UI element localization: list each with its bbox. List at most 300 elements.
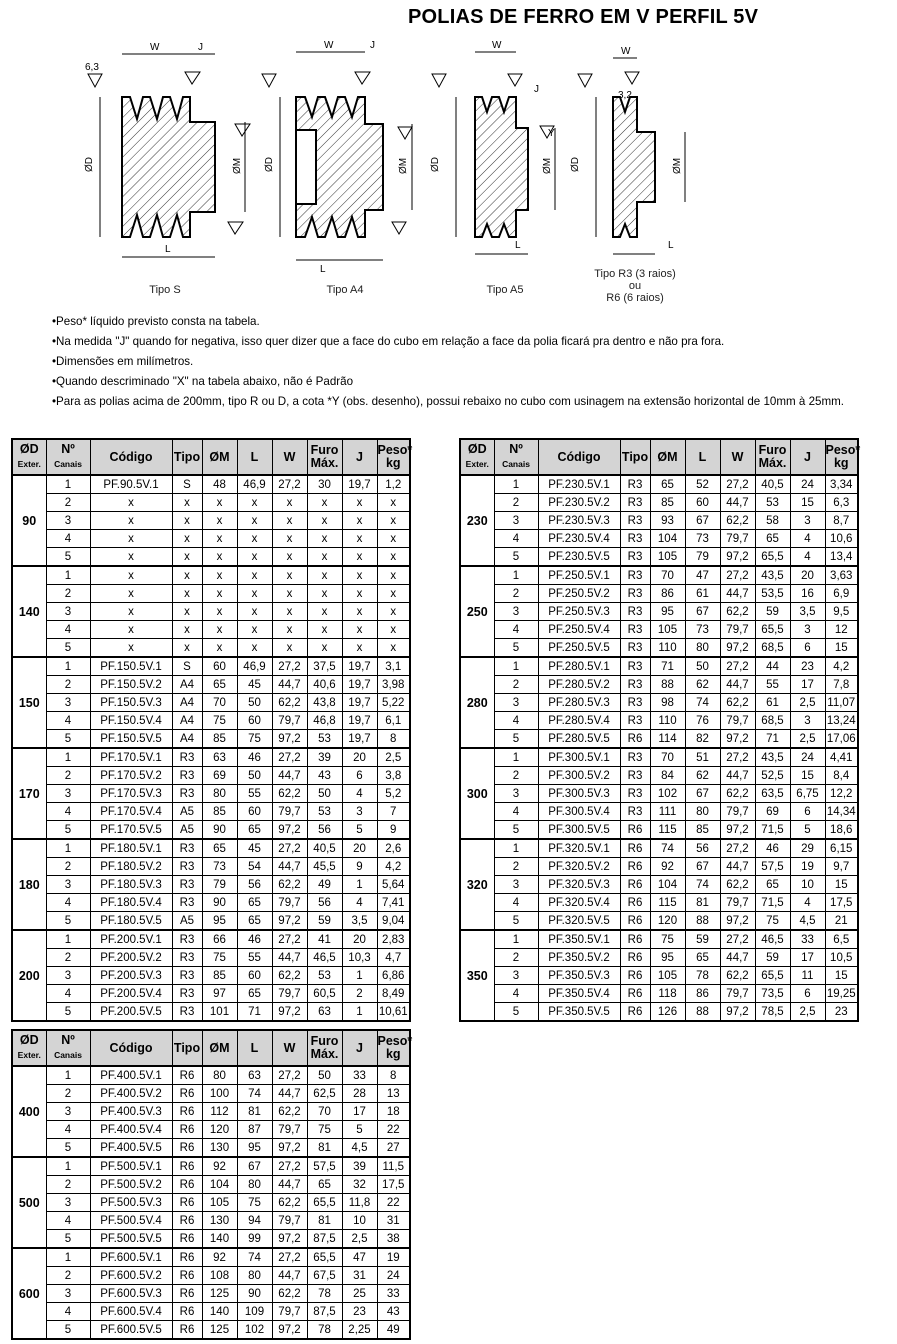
cell-tipo: R3 <box>620 603 650 621</box>
cell-tipo: R3 <box>620 621 650 639</box>
cell-diameter: 500 <box>12 1157 46 1248</box>
cell-codigo: PF.180.5V.3 <box>90 876 172 894</box>
table-row <box>12 821 410 840</box>
cell-l: 73 <box>685 530 720 548</box>
cell-m: 65 <box>202 676 237 694</box>
cell-codigo: x <box>90 494 172 512</box>
cell-w: 97,2 <box>720 548 755 567</box>
cell-peso: 5,22 <box>377 694 410 712</box>
cell-furo: 44 <box>755 657 790 676</box>
cell-furo: 39 <box>307 748 342 767</box>
cell-tipo: R3 <box>172 894 202 912</box>
cell-tipo: A4 <box>172 694 202 712</box>
cell-m: 104 <box>650 876 685 894</box>
cell-m: 130 <box>202 1212 237 1230</box>
header-diameter-sub: Exter. <box>17 459 41 469</box>
header-j: J <box>790 439 825 475</box>
header-w: W <box>272 439 307 475</box>
cell-peso: 5,2 <box>377 785 410 803</box>
cell-tipo: x <box>172 548 202 567</box>
cell-l: 80 <box>237 1267 272 1285</box>
cell-j: 10 <box>790 876 825 894</box>
cell-l: 67 <box>685 858 720 876</box>
cell-codigo: PF.250.5V.2 <box>538 585 620 603</box>
cell-furo: 43 <box>307 767 342 785</box>
cell-channels: 2 <box>494 858 538 876</box>
cell-furo: 68,5 <box>755 639 790 658</box>
cell-m: 126 <box>650 1003 685 1022</box>
cell-furo: 67,5 <box>307 1267 342 1285</box>
diameter-group <box>460 657 858 748</box>
cell-furo: 65 <box>755 530 790 548</box>
cell-j: 19,7 <box>342 730 377 749</box>
cell-w: 79,7 <box>272 1212 307 1230</box>
cell-furo: 63,5 <box>755 785 790 803</box>
cell-channels: 5 <box>494 912 538 931</box>
cell-m: 104 <box>650 530 685 548</box>
cell-furo: 60,5 <box>307 985 342 1003</box>
header-l: L <box>237 1030 272 1066</box>
table-row <box>460 785 858 803</box>
cell-tipo: x <box>172 566 202 585</box>
cell-peso: 13,24 <box>825 712 858 730</box>
cell-codigo: PF.400.5V.1 <box>90 1066 172 1085</box>
cell-l: 61 <box>685 585 720 603</box>
cell-tipo: R6 <box>172 1139 202 1158</box>
cell-tipo: R6 <box>620 839 650 858</box>
cell-m: 104 <box>202 1176 237 1194</box>
cell-furo: x <box>307 639 342 658</box>
cell-tipo: x <box>172 494 202 512</box>
cell-peso: 6,9 <box>825 585 858 603</box>
cell-l: 60 <box>685 494 720 512</box>
cell-furo: 58 <box>755 512 790 530</box>
cell-peso: 15 <box>825 967 858 985</box>
cell-codigo: x <box>90 585 172 603</box>
cell-m: 85 <box>202 803 237 821</box>
cell-channels: 4 <box>46 621 90 639</box>
cell-codigo: PF.280.5V.4 <box>538 712 620 730</box>
cell-tipo: R6 <box>172 1066 202 1085</box>
cell-codigo: PF.150.5V.4 <box>90 712 172 730</box>
cell-channels: 3 <box>46 967 90 985</box>
cell-channels: 4 <box>494 803 538 821</box>
header-furo-sub: Máx. <box>310 1047 339 1061</box>
cell-peso: 6,15 <box>825 839 858 858</box>
cell-codigo: PF.280.5V.2 <box>538 676 620 694</box>
cell-peso: 43 <box>377 1303 410 1321</box>
cell-channels: 5 <box>494 1003 538 1022</box>
cell-furo: x <box>307 621 342 639</box>
cell-furo: 78 <box>307 1285 342 1303</box>
dim-w-r: W <box>621 46 631 57</box>
caption-tipo-r <box>580 268 690 304</box>
header-m: ØM <box>202 439 237 475</box>
cell-channels: 1 <box>494 930 538 949</box>
cell-furo: 43,5 <box>755 748 790 767</box>
cell-tipo: R6 <box>172 1103 202 1121</box>
cell-tipo: R3 <box>620 657 650 676</box>
dim-d-a5: ØD <box>430 157 441 172</box>
cell-m: 92 <box>202 1248 237 1267</box>
cell-m: 140 <box>202 1230 237 1249</box>
header-j: J <box>342 1030 377 1066</box>
cell-m: 110 <box>650 712 685 730</box>
cell-l: 102 <box>237 1321 272 1340</box>
cell-tipo: S <box>172 475 202 494</box>
header-channels <box>494 439 538 475</box>
dim-l-a4: L <box>320 264 326 275</box>
table-row <box>12 985 410 1003</box>
caption-ou: ou <box>628 280 642 292</box>
cell-peso: 3,8 <box>377 767 410 785</box>
cell-furo: 53 <box>755 494 790 512</box>
cell-l: 50 <box>237 694 272 712</box>
table-row <box>12 785 410 803</box>
cell-j: 23 <box>790 657 825 676</box>
table-row <box>12 530 410 548</box>
cell-l: x <box>237 548 272 567</box>
cell-m: 130 <box>202 1139 237 1158</box>
cell-j: 4 <box>790 548 825 567</box>
cell-peso: 4,41 <box>825 748 858 767</box>
cell-furo: 56 <box>307 821 342 840</box>
cell-l: x <box>237 530 272 548</box>
table-row <box>12 639 410 658</box>
header-peso-main: Peso* <box>825 443 861 457</box>
cell-w: 62,2 <box>272 1103 307 1121</box>
cell-furo: x <box>307 548 342 567</box>
table-row <box>12 803 410 821</box>
cell-codigo: PF.170.5V.5 <box>90 821 172 840</box>
cell-peso: 5,64 <box>377 876 410 894</box>
cell-codigo: PF.250.5V.5 <box>538 639 620 658</box>
table-row <box>12 548 410 567</box>
cell-furo: x <box>307 530 342 548</box>
cell-w: 27,2 <box>720 748 755 767</box>
cell-w: 97,2 <box>720 730 755 749</box>
cell-channels: 3 <box>494 694 538 712</box>
cell-furo: 75 <box>307 1121 342 1139</box>
cell-codigo: PF.500.5V.2 <box>90 1176 172 1194</box>
cell-peso: 3,63 <box>825 566 858 585</box>
cell-l: 65 <box>237 894 272 912</box>
cell-w: 44,7 <box>720 676 755 694</box>
cell-channels: 2 <box>46 1267 90 1285</box>
cell-peso: 14,34 <box>825 803 858 821</box>
cell-j: 16 <box>790 585 825 603</box>
cell-peso: x <box>377 530 410 548</box>
header-diameter-main: ØD <box>467 442 487 456</box>
header-l: L <box>685 439 720 475</box>
page-title: POLIAS DE FERRO EM V PERFIL 5V <box>408 6 759 28</box>
cell-codigo: PF.280.5V.1 <box>538 657 620 676</box>
cell-channels: 5 <box>494 821 538 840</box>
cell-furo: 59 <box>307 912 342 931</box>
cell-diameter: 320 <box>460 839 494 930</box>
cell-m: 105 <box>202 1194 237 1212</box>
cell-codigo: PF.170.5V.4 <box>90 803 172 821</box>
table-row <box>12 1321 410 1340</box>
cell-tipo: R6 <box>620 876 650 894</box>
cell-furo: 65,5 <box>307 1194 342 1212</box>
cell-j: 4 <box>342 894 377 912</box>
cell-tipo: R6 <box>620 985 650 1003</box>
cell-j: 15 <box>790 494 825 512</box>
cell-tipo: R3 <box>620 475 650 494</box>
cell-m: x <box>202 548 237 567</box>
cell-j: 19,7 <box>342 657 377 676</box>
cell-furo: x <box>307 494 342 512</box>
cell-m: x <box>202 603 237 621</box>
cell-furo: 78,5 <box>755 1003 790 1022</box>
cell-peso: 6,5 <box>825 930 858 949</box>
cell-j: 10,3 <box>342 949 377 967</box>
cell-peso: 4,2 <box>825 657 858 676</box>
diameter-group <box>12 566 410 657</box>
cell-channels: 1 <box>494 566 538 585</box>
cell-l: 67 <box>237 1157 272 1176</box>
cell-codigo: PF.280.5V.3 <box>538 694 620 712</box>
cell-w: 97,2 <box>272 1230 307 1249</box>
cell-l: 60 <box>237 712 272 730</box>
table-row <box>460 876 858 894</box>
cell-diameter: 150 <box>12 657 46 748</box>
cell-w: 27,2 <box>272 748 307 767</box>
cell-tipo: R3 <box>620 785 650 803</box>
cell-j: 4 <box>342 785 377 803</box>
cell-w: 44,7 <box>272 858 307 876</box>
table-row <box>460 585 858 603</box>
cell-w: 62,2 <box>272 876 307 894</box>
dim-l-a5: L <box>515 240 521 251</box>
cell-tipo: R3 <box>172 985 202 1003</box>
header-channels-main: Nº <box>61 442 75 456</box>
cell-peso: 8,4 <box>825 767 858 785</box>
pulley-table <box>11 1029 411 1340</box>
table-row <box>12 1139 410 1158</box>
cell-m: 71 <box>650 657 685 676</box>
cell-l: 80 <box>685 639 720 658</box>
cell-w: 44,7 <box>272 767 307 785</box>
cell-furo: 46,8 <box>307 712 342 730</box>
cell-l: x <box>237 585 272 603</box>
cell-tipo: R3 <box>172 1003 202 1022</box>
cell-m: x <box>202 639 237 658</box>
cell-furo: x <box>307 566 342 585</box>
cell-tipo: x <box>172 639 202 658</box>
cell-tipo: R3 <box>620 712 650 730</box>
cell-peso: x <box>377 566 410 585</box>
cell-furo: 62,5 <box>307 1085 342 1103</box>
header-diameter-main: ØD <box>19 1033 39 1047</box>
cell-l: 46 <box>237 748 272 767</box>
cell-codigo: PF.350.5V.5 <box>538 1003 620 1022</box>
cell-l: 90 <box>237 1285 272 1303</box>
cell-tipo: R6 <box>620 858 650 876</box>
cell-l: 54 <box>237 858 272 876</box>
dim-w-s: W <box>150 42 160 53</box>
cell-w: 79,7 <box>720 985 755 1003</box>
cell-peso: 7,41 <box>377 894 410 912</box>
cell-m: x <box>202 621 237 639</box>
cell-tipo: R3 <box>172 767 202 785</box>
cell-codigo: PF.500.5V.5 <box>90 1230 172 1249</box>
cell-peso: 4,7 <box>377 949 410 967</box>
cell-furo: 65,5 <box>755 621 790 639</box>
cell-tipo: R3 <box>172 967 202 985</box>
cell-codigo: PF.300.5V.2 <box>538 767 620 785</box>
cell-codigo: PF.320.5V.2 <box>538 858 620 876</box>
cell-m: 105 <box>650 967 685 985</box>
cell-w: 62,2 <box>720 967 755 985</box>
cell-codigo: PF.300.5V.4 <box>538 803 620 821</box>
cell-m: 125 <box>202 1285 237 1303</box>
table-row <box>460 1003 858 1022</box>
table-row <box>460 949 858 967</box>
cell-j: 17 <box>342 1103 377 1121</box>
cell-peso: 17,5 <box>377 1176 410 1194</box>
cell-peso: 18,6 <box>825 821 858 840</box>
cell-peso: 22 <box>377 1194 410 1212</box>
cell-tipo: R6 <box>172 1176 202 1194</box>
cell-peso: 33 <box>377 1285 410 1303</box>
cell-codigo: PF.400.5V.2 <box>90 1085 172 1103</box>
cell-w: 62,2 <box>720 694 755 712</box>
cell-codigo: PF.500.5V.4 <box>90 1212 172 1230</box>
cell-furo: 71 <box>755 730 790 749</box>
cell-codigo: PF.350.5V.1 <box>538 930 620 949</box>
cell-l: 88 <box>685 912 720 931</box>
cell-w: 79,7 <box>272 985 307 1003</box>
table-row <box>12 512 410 530</box>
header-diameter-main: ØD <box>19 442 39 456</box>
cell-l: 56 <box>685 839 720 858</box>
cell-codigo: PF.250.5V.1 <box>538 566 620 585</box>
cell-channels: 3 <box>46 603 90 621</box>
table-row <box>460 548 858 567</box>
cell-tipo: R6 <box>620 894 650 912</box>
cell-m: 110 <box>650 639 685 658</box>
table-row <box>12 767 410 785</box>
cell-m: x <box>202 530 237 548</box>
diameter-group <box>460 930 858 1021</box>
cell-channels: 5 <box>46 1003 90 1022</box>
cell-codigo: x <box>90 621 172 639</box>
header-peso <box>825 439 861 475</box>
cell-codigo: PF.230.5V.5 <box>538 548 620 567</box>
cell-l: x <box>237 603 272 621</box>
table-row <box>12 1194 410 1212</box>
cell-tipo: x <box>172 603 202 621</box>
cell-l: 80 <box>685 803 720 821</box>
cell-j: 3 <box>342 803 377 821</box>
cell-j: 32 <box>342 1176 377 1194</box>
header-codigo: Código <box>538 439 620 475</box>
cell-furo: 43,8 <box>307 694 342 712</box>
cell-j: x <box>342 639 377 658</box>
cell-codigo: PF.230.5V.3 <box>538 512 620 530</box>
cell-w: 79,7 <box>272 1121 307 1139</box>
cell-j: x <box>342 566 377 585</box>
note-item: •Dimensões em milímetros. <box>52 355 194 368</box>
table-row <box>12 712 410 730</box>
table-row <box>12 949 410 967</box>
cell-channels: 2 <box>46 1085 90 1103</box>
cell-peso: 3,1 <box>377 657 410 676</box>
cell-channels: 3 <box>494 876 538 894</box>
cell-w: 27,2 <box>720 839 755 858</box>
cell-furo: 87,5 <box>307 1303 342 1321</box>
header-peso-main: Peso* <box>377 443 413 457</box>
table-row <box>460 803 858 821</box>
cell-channels: 3 <box>46 512 90 530</box>
cell-peso: 23 <box>825 1003 858 1022</box>
cell-tipo: R3 <box>620 530 650 548</box>
cell-peso: 17,06 <box>825 730 858 749</box>
cell-channels: 1 <box>494 657 538 676</box>
cell-peso: 2,5 <box>377 748 410 767</box>
cell-codigo: PF.170.5V.3 <box>90 785 172 803</box>
cell-m: 85 <box>202 967 237 985</box>
cell-l: 74 <box>237 1085 272 1103</box>
cell-l: 65 <box>237 985 272 1003</box>
cell-m: 73 <box>202 858 237 876</box>
cell-tipo: R3 <box>620 676 650 694</box>
cell-channels: 2 <box>46 767 90 785</box>
cell-furo: 63 <box>307 1003 342 1022</box>
cell-channels: 3 <box>494 512 538 530</box>
cell-w: 44,7 <box>272 676 307 694</box>
cell-peso: 31 <box>377 1212 410 1230</box>
cell-j: 3 <box>790 512 825 530</box>
cell-peso: 12,2 <box>825 785 858 803</box>
cell-tipo: R6 <box>620 730 650 749</box>
cell-j: 20 <box>342 839 377 858</box>
cell-j: 6 <box>790 639 825 658</box>
cell-l: 81 <box>685 894 720 912</box>
cell-codigo: PF.300.5V.5 <box>538 821 620 840</box>
cell-m: 75 <box>650 930 685 949</box>
table-row <box>460 639 858 658</box>
cell-diameter: 400 <box>12 1066 46 1157</box>
cell-codigo: PF.320.5V.1 <box>538 839 620 858</box>
cell-w: 79,7 <box>272 894 307 912</box>
table-row <box>460 621 858 639</box>
cell-tipo: R6 <box>172 1285 202 1303</box>
cell-codigo: PF.200.5V.1 <box>90 930 172 949</box>
cell-tipo: R6 <box>172 1194 202 1212</box>
cell-m: 74 <box>650 839 685 858</box>
cell-tipo: R6 <box>620 912 650 931</box>
header-furo-sub: Máx. <box>758 456 787 470</box>
cell-channels: 3 <box>46 694 90 712</box>
cell-l: 78 <box>685 967 720 985</box>
cell-channels: 2 <box>46 494 90 512</box>
diameter-group <box>12 1157 410 1248</box>
cell-codigo: PF.600.5V.1 <box>90 1248 172 1267</box>
cell-channels: 1 <box>46 839 90 858</box>
cell-l: 88 <box>685 1003 720 1022</box>
header-diameter-sub: Exter. <box>17 1050 41 1060</box>
cell-w: 79,7 <box>720 894 755 912</box>
cell-j: 1 <box>342 876 377 894</box>
cell-channels: 5 <box>46 639 90 658</box>
header-channels <box>46 439 90 475</box>
cell-tipo: R3 <box>620 494 650 512</box>
cell-furo: 87,5 <box>307 1230 342 1249</box>
cell-j: 1 <box>342 967 377 985</box>
